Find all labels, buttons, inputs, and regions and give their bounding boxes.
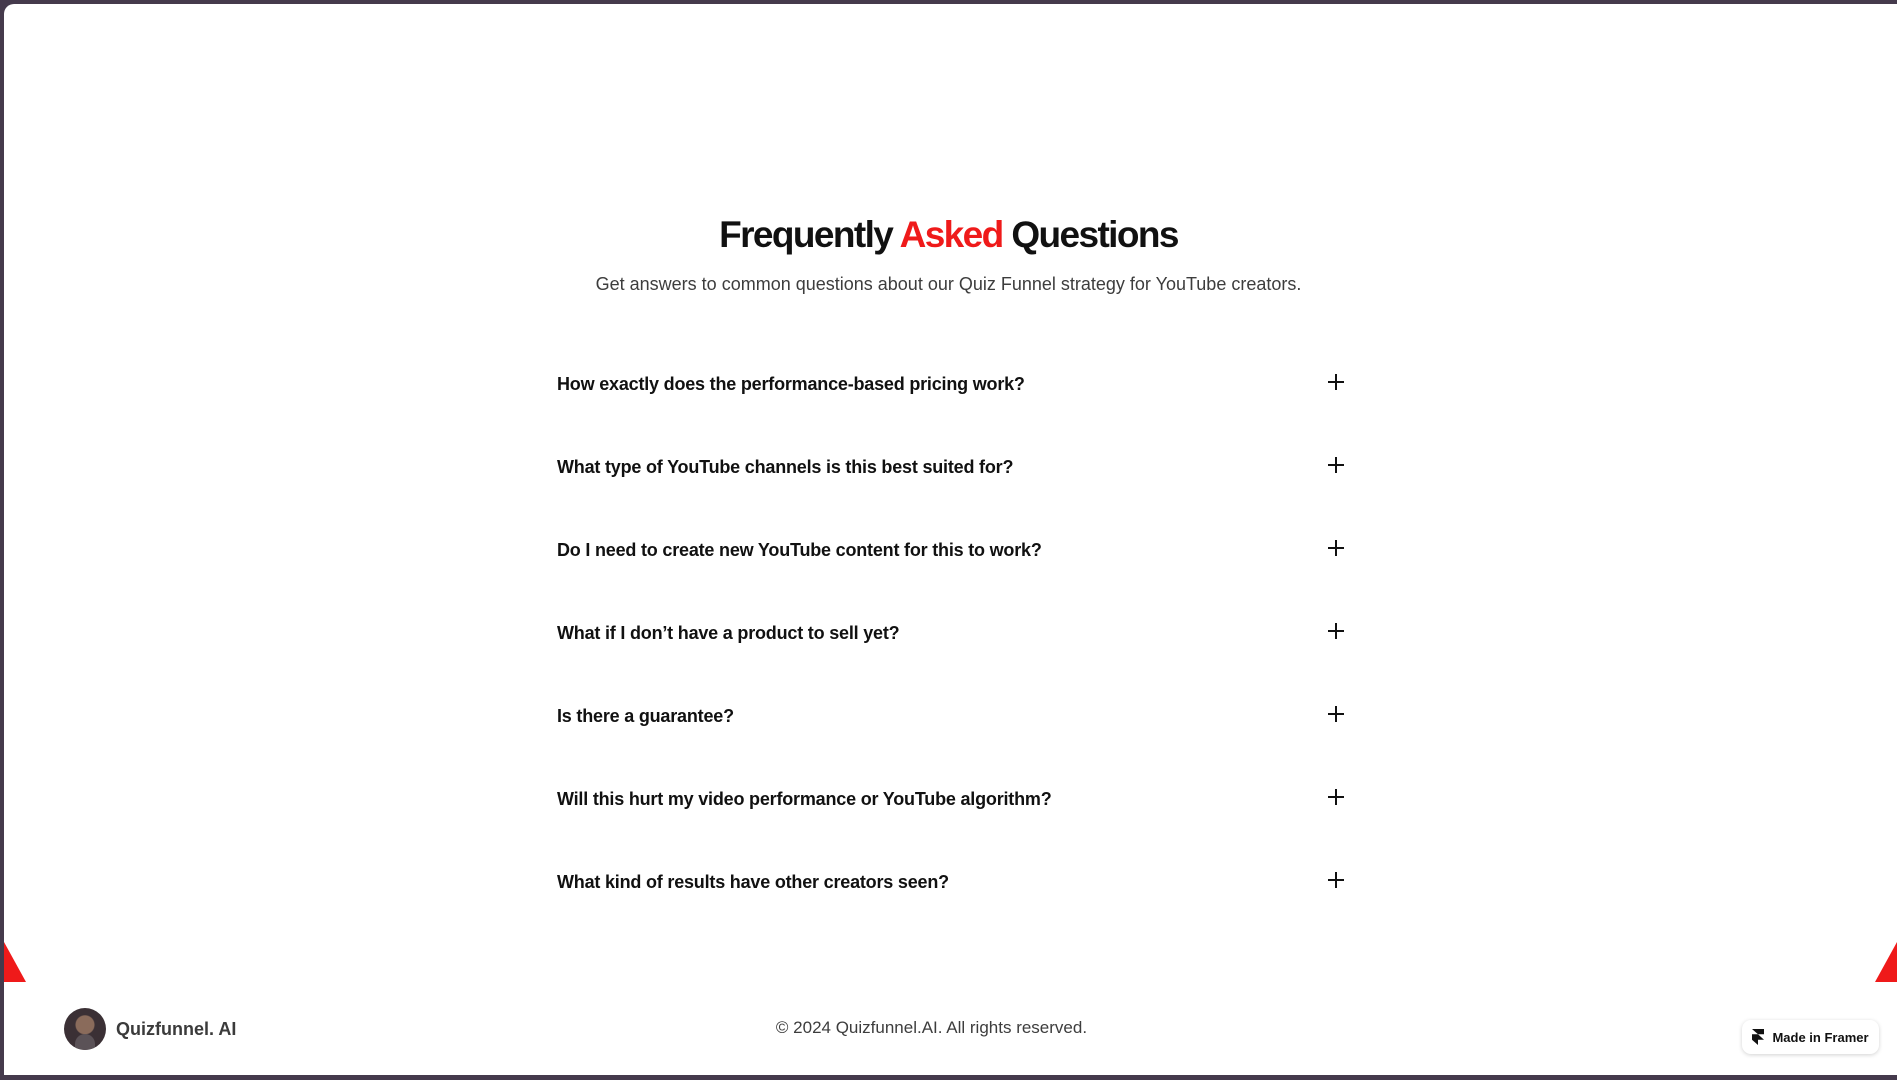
faq-item-results[interactable]: [557, 854, 1345, 937]
faq-question: How exactly does the performance-based pricing work?: [557, 374, 1025, 394]
faq-title: [0, 212, 1897, 258]
plus-icon[interactable]: [1328, 872, 1344, 888]
faq-item-performance-pricing[interactable]: [557, 356, 1345, 439]
badge-label: Made in Framer: [1772, 1029, 1869, 1045]
plus-icon[interactable]: [1328, 623, 1344, 639]
faq-item-new-content[interactable]: [557, 522, 1345, 605]
faq-header: [0, 212, 1897, 296]
faq-item-algorithm[interactable]: [557, 771, 1345, 854]
faq-item-guarantee[interactable]: [557, 688, 1345, 771]
framer-logo-icon: [1752, 1029, 1764, 1045]
faq-item-channel-types[interactable]: [557, 439, 1345, 522]
plus-icon[interactable]: [1328, 789, 1344, 805]
faq-question: Will this hurt my video performance or YouTube algorithm?: [557, 789, 1052, 809]
faq-item-no-product[interactable]: [557, 605, 1345, 688]
footer-copyright: © 2024 Quizfunnel.AI. All rights reserved.: [775, 1018, 1088, 1037]
plus-icon[interactable]: [1328, 540, 1344, 556]
faq-question: Do I need to create new YouTube content for this to work?: [557, 540, 1042, 560]
faq-question: What kind of results have other creators seen?: [557, 872, 949, 892]
plus-icon[interactable]: [1328, 457, 1344, 473]
faq-question: What if I don’t have a product to sell yet?: [557, 623, 900, 643]
faq-title-start: Frequently: [719, 214, 893, 255]
faq-title-accent: Asked: [899, 214, 1003, 255]
made-in-framer-badge[interactable]: [1742, 1020, 1879, 1054]
faq-title-end: Questions: [1011, 214, 1178, 255]
faq-question: Is there a guarantee?: [557, 706, 734, 726]
faq-subtitle: Get answers to common questions about our Quiz Funnel strategy for YouTube creators.: [595, 274, 1302, 294]
plus-icon[interactable]: [1328, 706, 1344, 722]
plus-icon[interactable]: [1328, 374, 1344, 390]
brand-name: Quizfunnel. AI: [116, 1018, 237, 1039]
faq-list: [557, 356, 1345, 937]
faq-question: What type of YouTube channels is this best suited for?: [557, 457, 1014, 477]
